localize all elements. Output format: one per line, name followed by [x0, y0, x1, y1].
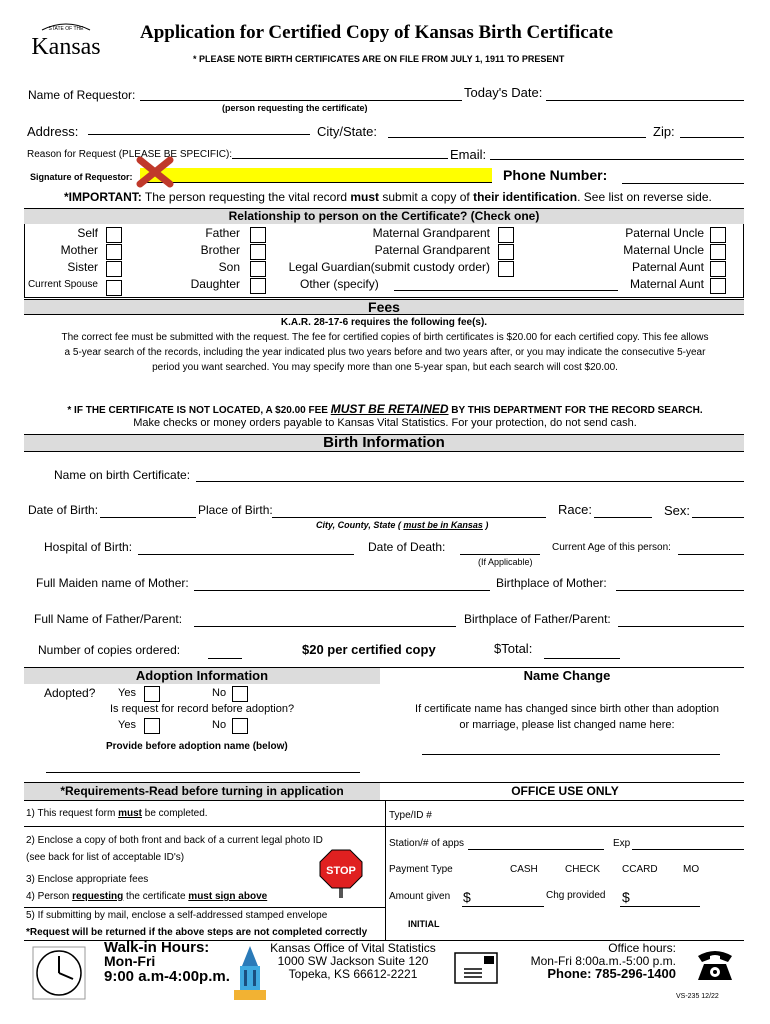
- office-exp-field[interactable]: [632, 849, 744, 850]
- before-adoption-label: Is request for record before adoption?: [110, 703, 295, 715]
- adopted-yes-checkbox[interactable]: [144, 686, 160, 702]
- fees-kar: K.A.R. 28-17-6 requires the following fee(s).: [280, 317, 488, 328]
- rel-legal-guardian-checkbox[interactable]: [498, 261, 514, 277]
- rel-maternal-aunt-label: Maternal Aunt: [629, 277, 704, 291]
- fees-line-2: a 5-year search of the records, including the year indicated plus two years before and two years after, or you may indicate the consecutive 5-year: [64, 347, 706, 358]
- logo-small-text: STATE OF THE: [48, 26, 84, 32]
- rel-paternal-uncle-checkbox[interactable]: [710, 227, 726, 243]
- office-use-heading: OFFICE USE ONLY: [511, 784, 619, 798]
- requirements-band-rule: [24, 800, 744, 801]
- rel-paternal-aunt-checkbox[interactable]: [710, 261, 726, 277]
- signature-field[interactable]: [140, 168, 492, 183]
- father-name-label: Full Name of Father/Parent:: [34, 612, 183, 626]
- todays-date-field[interactable]: [546, 100, 744, 101]
- rel-other-field[interactable]: [394, 290, 618, 291]
- office-type-label: Type/ID #: [389, 810, 432, 821]
- before-no-label: No: [212, 719, 227, 731]
- copies-field[interactable]: [208, 658, 242, 659]
- birth-heading: Birth Information: [323, 434, 445, 451]
- office-divider: [385, 800, 386, 940]
- rel-spouse-checkbox[interactable]: [106, 280, 122, 296]
- name-change-line-2: or marriage, please list changed name here:: [459, 719, 675, 731]
- office-hours-label: Office hours:: [608, 941, 676, 955]
- rel-mother-label: Mother: [60, 243, 98, 257]
- rel-father-checkbox[interactable]: [250, 227, 266, 243]
- x-mark-icon: [134, 156, 176, 188]
- rel-maternal-aunt-checkbox[interactable]: [710, 278, 726, 294]
- fees-line-1: The correct fee must be submitted with the request. The fee for certified copies of birth certificates is $20.00 for each certified copy. This fee allows: [61, 332, 709, 343]
- dod-note: (If Applicable): [478, 557, 533, 567]
- amount-dollar-sign: $: [463, 889, 471, 905]
- requestor-sublabel: (person requesting the certificate): [222, 103, 368, 113]
- office-station-field[interactable]: [468, 849, 604, 850]
- phone-number-label: Phone Number:: [503, 167, 608, 183]
- requirement-4: 4) Person requesting the certificate must sign above: [26, 891, 268, 902]
- mother-birthplace-field[interactable]: [616, 590, 744, 591]
- total-field[interactable]: [544, 658, 620, 659]
- rel-son-label: Son: [218, 260, 240, 274]
- office-change-field[interactable]: [620, 906, 700, 907]
- rel-self-label: Self: [77, 226, 98, 240]
- adoption-heading: Adoption Information: [135, 668, 269, 683]
- name-of-requestor-label: Name of Requestor:: [28, 88, 136, 102]
- office-change-label: Chg provided: [546, 890, 606, 901]
- father-birthplace-label: Birthplace of Father/Parent:: [464, 612, 611, 626]
- signature-label: Signature of Requestor:: [30, 172, 133, 182]
- total-label: $Total:: [494, 641, 533, 656]
- rel-father-label: Father: [205, 226, 240, 240]
- office-station-label: Station/# of apps: [389, 838, 465, 849]
- rel-sister-label: Sister: [67, 260, 98, 274]
- pay-ccard[interactable]: CCARD: [622, 864, 658, 875]
- fees-heading: Fees: [368, 299, 400, 315]
- hospital-field[interactable]: [138, 554, 354, 555]
- logo-word: Kansas: [31, 34, 101, 60]
- requirement-1: 1) This request form must be completed.: [26, 808, 208, 819]
- rel-daughter-checkbox[interactable]: [250, 278, 266, 294]
- address-field[interactable]: [88, 134, 310, 135]
- dob-field[interactable]: [100, 517, 196, 518]
- email-field[interactable]: [490, 159, 744, 160]
- address-label: Address:: [27, 124, 79, 139]
- copies-label: Number of copies ordered:: [38, 643, 181, 657]
- dob-label: Date of Birth:: [28, 503, 99, 517]
- pay-cash[interactable]: CASH: [510, 864, 538, 875]
- dod-label: Date of Death:: [368, 540, 446, 554]
- price-per-copy: $20 per certified copy: [302, 642, 436, 657]
- rel-paternal-grandparent-label: Paternal Grandparent: [374, 243, 490, 257]
- walkin-hours-label: Walk-in Hours:: [104, 939, 210, 956]
- race-label: Race:: [558, 502, 592, 517]
- todays-date-label: Today's Date:: [464, 85, 543, 100]
- requirement-2a: 2) Enclose a copy of both front and back of a current legal photo ID: [26, 835, 323, 846]
- before-yes-label: Yes: [118, 719, 136, 731]
- fees-checks-note: Make checks or money orders payable to Kansas Vital Statistics. For your protection, do not send cash.: [133, 417, 637, 429]
- fees-line-3: period you want searched. You may specify more than one 5-year span, but each search will cost $20.00.: [152, 362, 618, 373]
- pay-mo[interactable]: MO: [683, 864, 700, 875]
- sex-label: Sex:: [664, 503, 691, 518]
- zip-field[interactable]: [680, 137, 744, 138]
- before-adoption-name-field[interactable]: [46, 772, 360, 773]
- requirements-heading: *Requirements-Read before turning in application: [60, 784, 344, 798]
- rel-mother-checkbox[interactable]: [106, 244, 122, 260]
- mother-name-field[interactable]: [194, 590, 490, 591]
- office-amount-label: Amount given: [389, 891, 451, 902]
- rel-legal-guardian-label: Legal Guardian(submit custody order): [288, 260, 490, 274]
- pob-note: City, County, State ( must be in Kansas ): [316, 520, 489, 530]
- phone-number-field[interactable]: [622, 183, 744, 184]
- mother-name-label: Full Maiden name of Mother:: [36, 576, 189, 590]
- city-state-label: City/State:: [317, 124, 377, 139]
- provide-name-label: Provide before adoption name (below): [106, 741, 288, 752]
- form-code: VS-235 12/22: [676, 993, 719, 1000]
- office-name: Kansas Office of Vital Statistics: [270, 941, 436, 955]
- reason-label: Reason for Request (PLEASE BE SPECIFIC):: [27, 149, 233, 160]
- email-label: Email:: [450, 147, 487, 162]
- rel-paternal-uncle-label: Paternal Uncle: [625, 226, 704, 240]
- rel-paternal-grandparent-checkbox[interactable]: [498, 244, 514, 260]
- office-amount-field[interactable]: [462, 906, 544, 907]
- sex-field[interactable]: [692, 517, 744, 518]
- requirement-5: 5) If submitting by mail, enclose a self-addressed stamped envelope: [26, 910, 328, 921]
- rel-maternal-grandparent-checkbox[interactable]: [498, 227, 514, 243]
- svg-text:STOP: STOP: [326, 865, 356, 877]
- father-name-field[interactable]: [194, 626, 456, 627]
- important-note: *IMPORTANT: The person requesting the vital record must submit a copy of their identification. See list on reverse side.: [64, 190, 712, 204]
- rel-paternal-aunt-label: Paternal Aunt: [631, 260, 704, 274]
- race-field[interactable]: [594, 517, 652, 518]
- pay-check[interactable]: CHECK: [565, 864, 601, 875]
- office-initial-label: INITIAL: [408, 919, 440, 929]
- name-of-requestor-field[interactable]: [140, 100, 462, 101]
- rel-other-label: Other (specify): [300, 277, 379, 291]
- office-rule: [386, 826, 744, 827]
- office-payment-label: Payment Type: [389, 864, 453, 875]
- adopted-yes-label: Yes: [118, 687, 136, 699]
- office-address-1: 1000 SW Jackson Suite 120: [277, 954, 429, 968]
- birth-name-label: Name on birth Certificate:: [54, 468, 191, 482]
- rel-brother-label: Brother: [200, 243, 240, 257]
- stop-sign-icon: [318, 848, 364, 898]
- name-change-line-1: If certificate name has changed since birth other than adoption: [415, 703, 719, 715]
- adopted-label: Adopted?: [44, 686, 96, 700]
- birth-name-field[interactable]: [196, 481, 744, 482]
- requirement-2b: (see back for list of acceptable ID's): [26, 852, 185, 863]
- reason-field[interactable]: [232, 158, 448, 159]
- before-yes-checkbox[interactable]: [144, 718, 160, 734]
- pob-field[interactable]: [272, 517, 546, 518]
- relationship-heading: Relationship to person on the Certificate? (Check one): [228, 209, 540, 223]
- hospital-label: Hospital of Birth:: [44, 540, 133, 554]
- office-address-2: Topeka, KS 66612-2221: [288, 967, 418, 981]
- rel-spouse-label: Current Spouse: [27, 279, 98, 290]
- requirement-3: 3) Enclose appropriate fees: [26, 874, 149, 885]
- mother-birthplace-label: Birthplace of Mother:: [496, 576, 607, 590]
- father-birthplace-field[interactable]: [618, 626, 744, 627]
- pob-label: Place of Birth:: [198, 503, 273, 517]
- walkin-days: Mon-Fri: [104, 953, 156, 969]
- date-note: * PLEASE NOTE BIRTH CERTIFICATES ARE ON FILE FROM JULY 1, 1911 TO PRESENT: [193, 54, 565, 64]
- name-change-heading: Name Change: [523, 668, 611, 683]
- rel-maternal-uncle-checkbox[interactable]: [710, 244, 726, 260]
- rel-daughter-label: Daughter: [190, 277, 240, 291]
- walkin-time: 9:00 a.m-4:00p.m.: [104, 968, 230, 985]
- capitol-building-icon: [230, 944, 270, 1002]
- clock-icon: [32, 946, 86, 1000]
- rel-self-checkbox[interactable]: [106, 227, 122, 243]
- form-title: Application for Certified Copy of Kansas Birth Certificate: [140, 22, 614, 43]
- telephone-icon: [694, 946, 736, 984]
- rel-maternal-grandparent-label: Maternal Grandparent: [372, 226, 490, 240]
- rel-son-checkbox[interactable]: [250, 261, 266, 277]
- fees-retained-note: * IF THE CERTIFICATE IS NOT LOCATED, A $20.00 FEE MUST BE RETAINED BY THIS DEPARTMENT FOR THE RECORD SEARCH.: [67, 402, 703, 416]
- returned-warning: *Request will be returned if the above steps are not completed correctly: [26, 927, 368, 938]
- city-state-field[interactable]: [388, 137, 646, 138]
- req-rule-1: [24, 826, 386, 827]
- kansas-logo: [28, 20, 104, 60]
- rel-brother-checkbox[interactable]: [250, 244, 266, 260]
- adopted-no-checkbox[interactable]: [232, 686, 248, 702]
- envelope-icon: [454, 952, 498, 984]
- office-hours: Mon-Fri 8:00a.m.-5:00 p.m.: [530, 954, 676, 968]
- req-rule-2: [24, 907, 386, 908]
- change-dollar-sign: $: [622, 889, 630, 905]
- changed-name-field[interactable]: [422, 754, 720, 755]
- age-label: Current Age of this person:: [552, 542, 671, 553]
- rel-maternal-uncle-label: Maternal Uncle: [623, 243, 704, 257]
- zip-label: Zip:: [653, 124, 675, 139]
- rel-sister-checkbox[interactable]: [106, 261, 122, 277]
- office-phone: Phone: 785-296-1400: [547, 966, 676, 981]
- age-field[interactable]: [678, 554, 744, 555]
- office-exp-label: Exp: [613, 838, 631, 849]
- adopted-no-label: No: [212, 687, 227, 699]
- before-no-checkbox[interactable]: [232, 718, 248, 734]
- dod-field[interactable]: [460, 554, 540, 555]
